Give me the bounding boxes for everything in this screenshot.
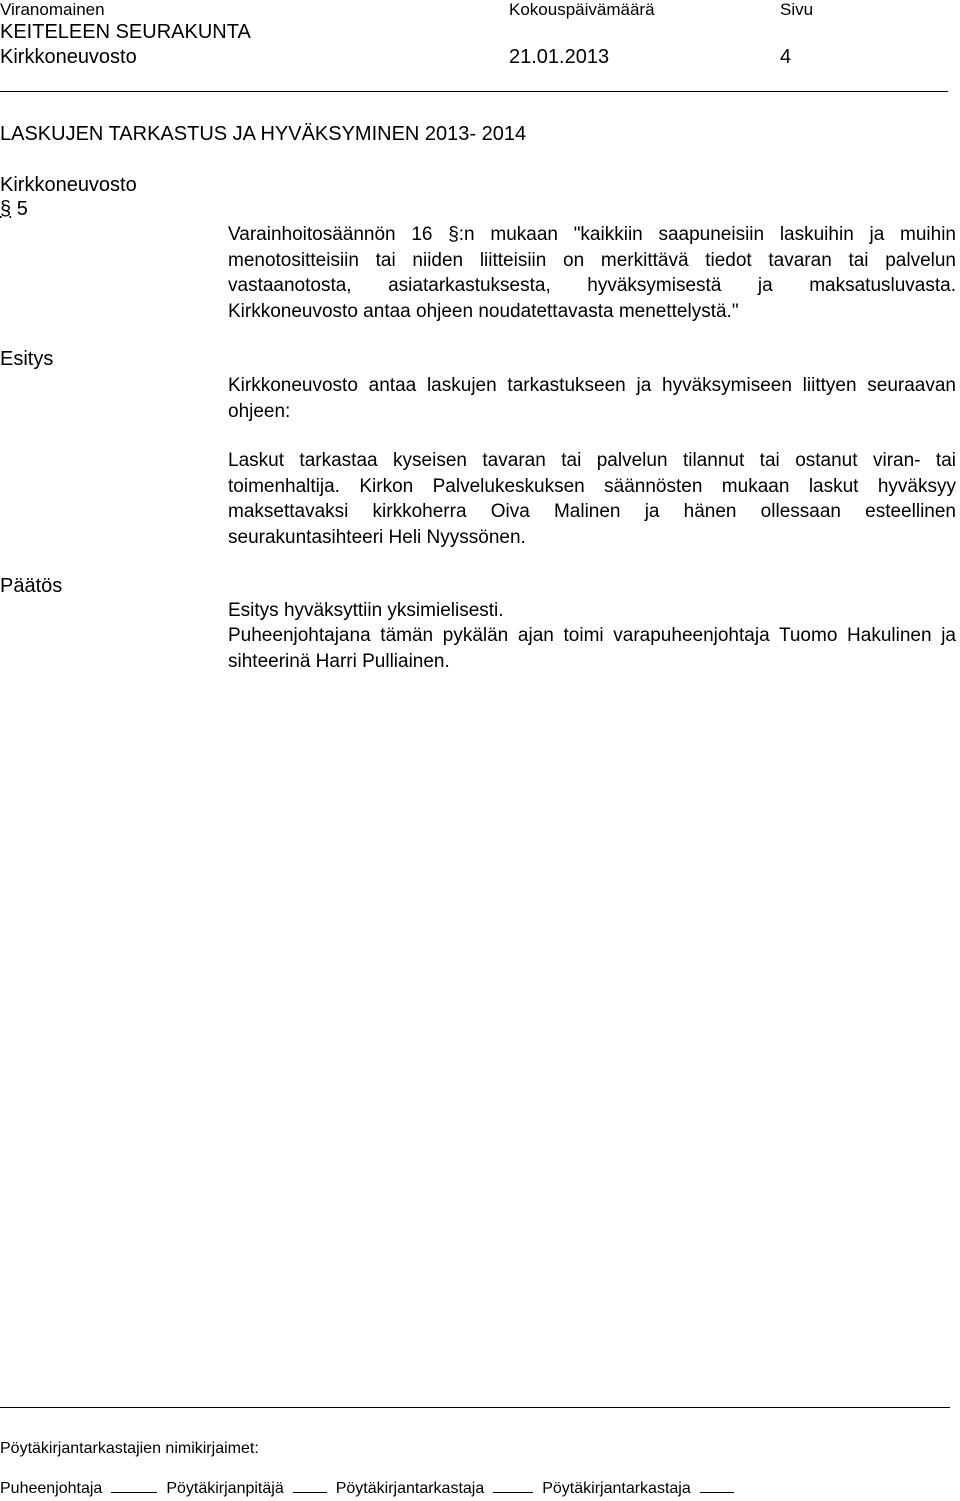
section-number-value: 5: [16, 198, 28, 220]
header-meeting-date: 21.01.2013: [509, 46, 610, 68]
header-label-meeting-date: Kokouspäivämäärä: [509, 0, 655, 19]
esitys-paragraph-2: Laskut tarkastaa kyseisen tavaran tai palvelun tilannut tai ostanut viran- tai toimenhaltija. Kirkon Palvelukeskuksen säännösten mukaan laskut hyväksyy maksettavaksi kirkkoherra Oiva Malinen ja hänen ollessaan esteellinen seurakuntasihteeri Heli Nyyssönen.: [228, 450, 956, 548]
section-body: Kirkkoneuvosto: [0, 174, 137, 196]
signature-examiner-1-label: Pöytäkirjantarkastaja: [335, 1480, 485, 1497]
header-label-page: Sivu: [780, 0, 814, 19]
paatos-line-1: Esitys hyväksyttiin yksimielisesti.: [228, 600, 504, 621]
paatos-paragraph: Puheenjohtajana tämän pykälän ajan toimi varapuheenjohtaja Tuomo Hakulinen ja sihteerinä Harri Pulliainen.: [228, 625, 956, 672]
paatos-label: Päätös: [0, 575, 63, 597]
document-title: LASKUJEN TARKASTUS JA HYVÄKSYMINEN 2013- 2014: [0, 123, 527, 145]
signature-secretary-line: [293, 1478, 327, 1493]
intro-paragraph: Varainhoitosäännön 16 §:n mukaan "kaikkiin saapuneisiin laskuihin ja muihin menotositteisiin tai niiden liitteisiin on merkittävä tiedot tavaran tai palvelun vastaanotosta, asiatarkastuksesta, hyväksymisestä ja maksatusluvasta. Kirkkoneuvosto antaa ohjeen noudatettavasta menettelystä.": [228, 224, 956, 322]
header-label-authority: Viranomainen: [0, 0, 105, 19]
signature-examiner-2-line: [700, 1478, 734, 1493]
header-page-number: 4: [780, 46, 792, 68]
signature-row: [0, 1478, 743, 1499]
footer-divider: [0, 1407, 950, 1408]
footer-initials-label: Pöytäkirjantarkastajien nimikirjaimet:: [0, 1440, 259, 1457]
signature-chair-line: [111, 1478, 157, 1493]
header-authority-name: KEITELEEN SEURAKUNTA: [0, 21, 251, 43]
header-divider: [0, 91, 948, 92]
section-symbol: §: [0, 198, 12, 220]
header-body-name: Kirkkoneuvosto: [0, 46, 137, 68]
esitys-label: Esitys: [0, 348, 54, 370]
signature-examiner-2: [542, 1478, 743, 1499]
signature-chair-label: Puheenjohtaja: [0, 1480, 103, 1497]
section-number: [0, 197, 28, 221]
signature-examiner-1: [336, 1478, 543, 1499]
signature-secretary: [166, 1478, 335, 1499]
signature-secretary-label: Pöytäkirjanpitäjä: [166, 1480, 284, 1497]
signature-examiner-1-line: [493, 1478, 533, 1493]
esitys-paragraph-1: Kirkkoneuvosto antaa laskujen tarkastukseen ja hyväksymiseen liittyen seuraavan ohjeen:: [228, 375, 956, 422]
signature-examiner-2-label: Pöytäkirjantarkastaja: [542, 1480, 691, 1497]
signature-chair: [0, 1478, 166, 1499]
